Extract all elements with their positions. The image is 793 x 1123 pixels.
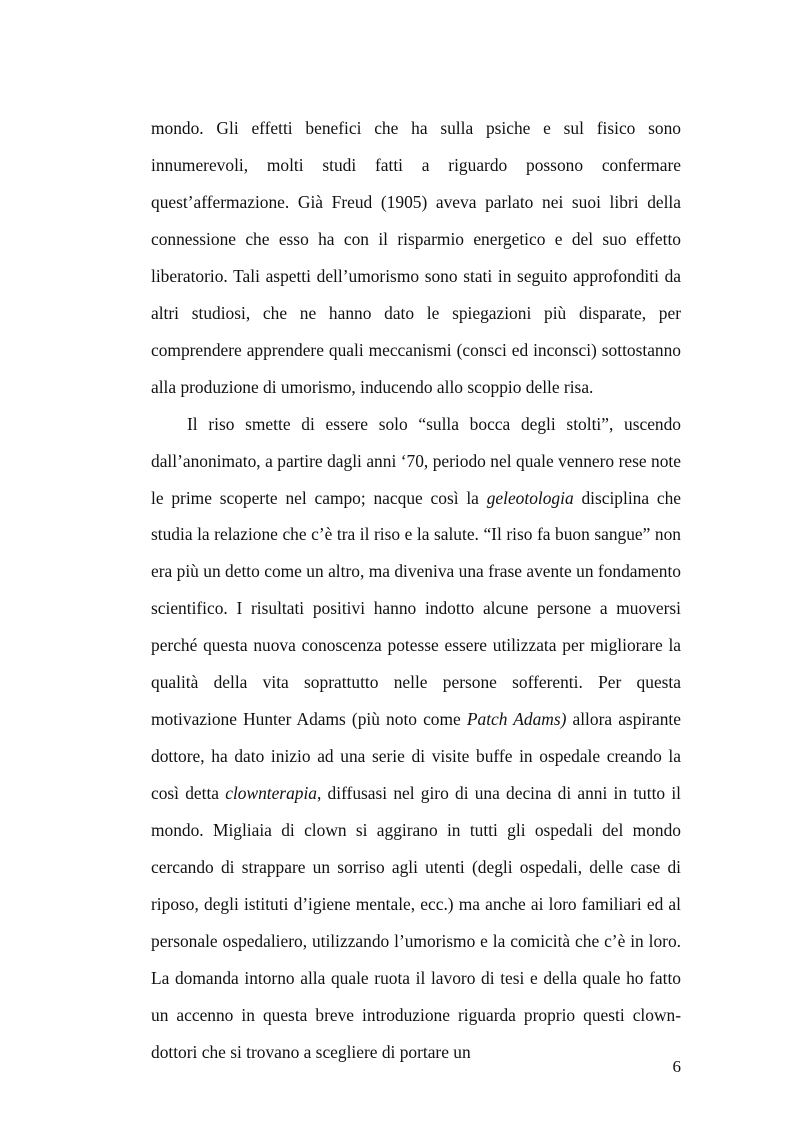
paragraph-1: mondo. Gli effetti benefici che ha sulla psiche e sul fisico sono innumerevoli, molti studi fatti a riguardo possono confermare quest’affermazione. Già Freud (1905) aveva parlato nei suoi libri della connessione che esso ha con il risparmio energetico e del suo effetto liberatorio. Tali aspetti dell’umorismo sono stati in seguito approfonditi da altri studiosi, che ne hanno dato le spiegazioni più disparate, per comprendere apprendere quali meccanismi (consci ed inconsci) sottostanno alla produzione di umorismo, inducendo allo scoppio delle risa. (151, 118, 681, 397)
term-patch-adams: Patch Adams) (466, 709, 567, 730)
page-number: 6 (672, 1057, 681, 1076)
paragraph-2-segment-1: Il riso smette di essere solo “sulla bocca degli stolti”, uscendo dall’anonimato, a partire dagli anni ‘70, periodo nel quale vennero rese note le prime scoperte nel campo; nacque così la (151, 413, 681, 508)
paragraph-2-segment-4: , diffusasi nel giro di una decina di anni in tutto il mondo. Migliaia di clown si aggirano in tutti gli ospedali del mondo cercando di strappare un sorriso agli utenti (degli ospedali, delle case di riposo, degli istituti d’igiene mentale, ecc.) ma anche ai loro familiari ed al personale ospedaliero, utilizzando l’umorismo e la comicità che c’è in loro. La domanda intorno alla quale ruota il lavoro di tesi e della quale ho fatto un accenno in questa breve introduzione riguarda proprio questi clown-dottori che si trovano a scegliere di portare un (151, 783, 681, 1062)
paragraph-2-segment-2: disciplina che studia la relazione che c’è tra il riso e la salute. “Il riso fa buon sangue” non era più un detto come un altro, ma diveniva una frase avente un fondamento scientifico. I risultati positivi hanno indotto alcune persone a muoversi perché questa nuova conoscenza potesse essere utilizzata per migliorare la qualità della vita soprattutto nelle persone sofferenti. Per questa motivazione Hunter Adams (più noto come (151, 487, 681, 730)
term-clownterapia: clownterapia (225, 783, 317, 804)
term-geleotologia: geleotologia (486, 487, 574, 508)
paragraph-2 (151, 406, 681, 1071)
body-text (151, 110, 681, 1071)
paragraph-2-segment-3: allora aspirante dottore, ha dato inizio ad una serie di visite buffe in ospedale creando la così detta (151, 709, 681, 804)
